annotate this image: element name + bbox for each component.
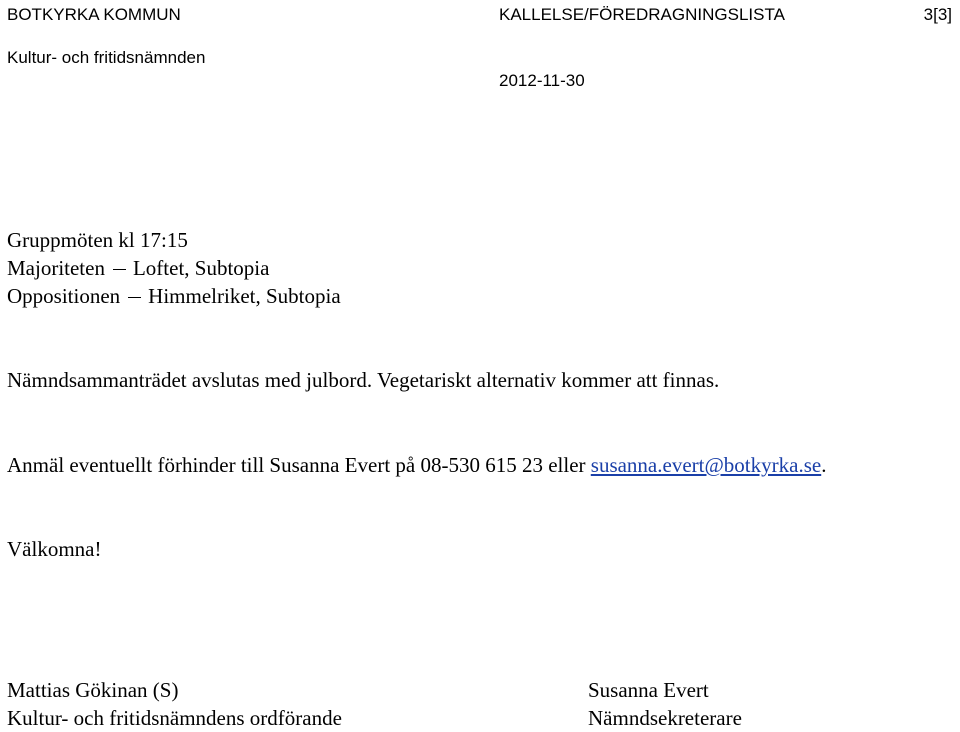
organization-name: BOTKYRKA KOMMUN bbox=[7, 5, 181, 24]
signature-secretary bbox=[588, 676, 742, 732]
group-location: Loftet, Subtopia bbox=[132, 256, 270, 280]
email-link[interactable]: susanna.evert@botkyrka.se bbox=[590, 453, 822, 477]
group-name: Oppositionen bbox=[7, 284, 121, 308]
signature-chair bbox=[7, 676, 342, 732]
group-meeting-row bbox=[7, 254, 341, 282]
dinner-paragraph: Nämndsammanträdet avslutas med julbord. Vegetariskt alternativ kommer att finnas. bbox=[7, 368, 720, 392]
board-name: Kultur- och fritidsnämnden bbox=[7, 48, 206, 67]
welcome-text: Välkomna! bbox=[7, 537, 102, 561]
group-name: Majoriteten bbox=[7, 256, 105, 280]
document-date: 2012-11-30 bbox=[499, 71, 585, 90]
document-type: KALLELSE/FÖREDRAGNINGSLISTA bbox=[499, 5, 785, 24]
signature-name: Susanna Evert bbox=[588, 678, 709, 702]
group-meeting-row bbox=[7, 282, 341, 310]
dash-separator bbox=[113, 269, 126, 270]
signature-name: Mattias Gökinan (S) bbox=[7, 678, 179, 702]
group-meetings-section bbox=[7, 226, 341, 310]
signature-role: Kultur- och fritidsnämndens ordförande bbox=[7, 706, 342, 730]
signature-role: Nämndsekreterare bbox=[588, 706, 742, 730]
notice-period: . bbox=[821, 453, 827, 477]
dash-separator bbox=[128, 297, 141, 298]
absence-notice-paragraph bbox=[7, 451, 837, 479]
notice-text: Anmäl eventuellt förhinder till Susanna Evert på 08-530 615 23 eller bbox=[7, 453, 591, 477]
group-meetings-title: Gruppmöten kl 17:15 bbox=[7, 228, 188, 252]
page-number: 3[3] bbox=[923, 5, 952, 24]
group-location: Himmelriket, Subtopia bbox=[148, 284, 341, 308]
